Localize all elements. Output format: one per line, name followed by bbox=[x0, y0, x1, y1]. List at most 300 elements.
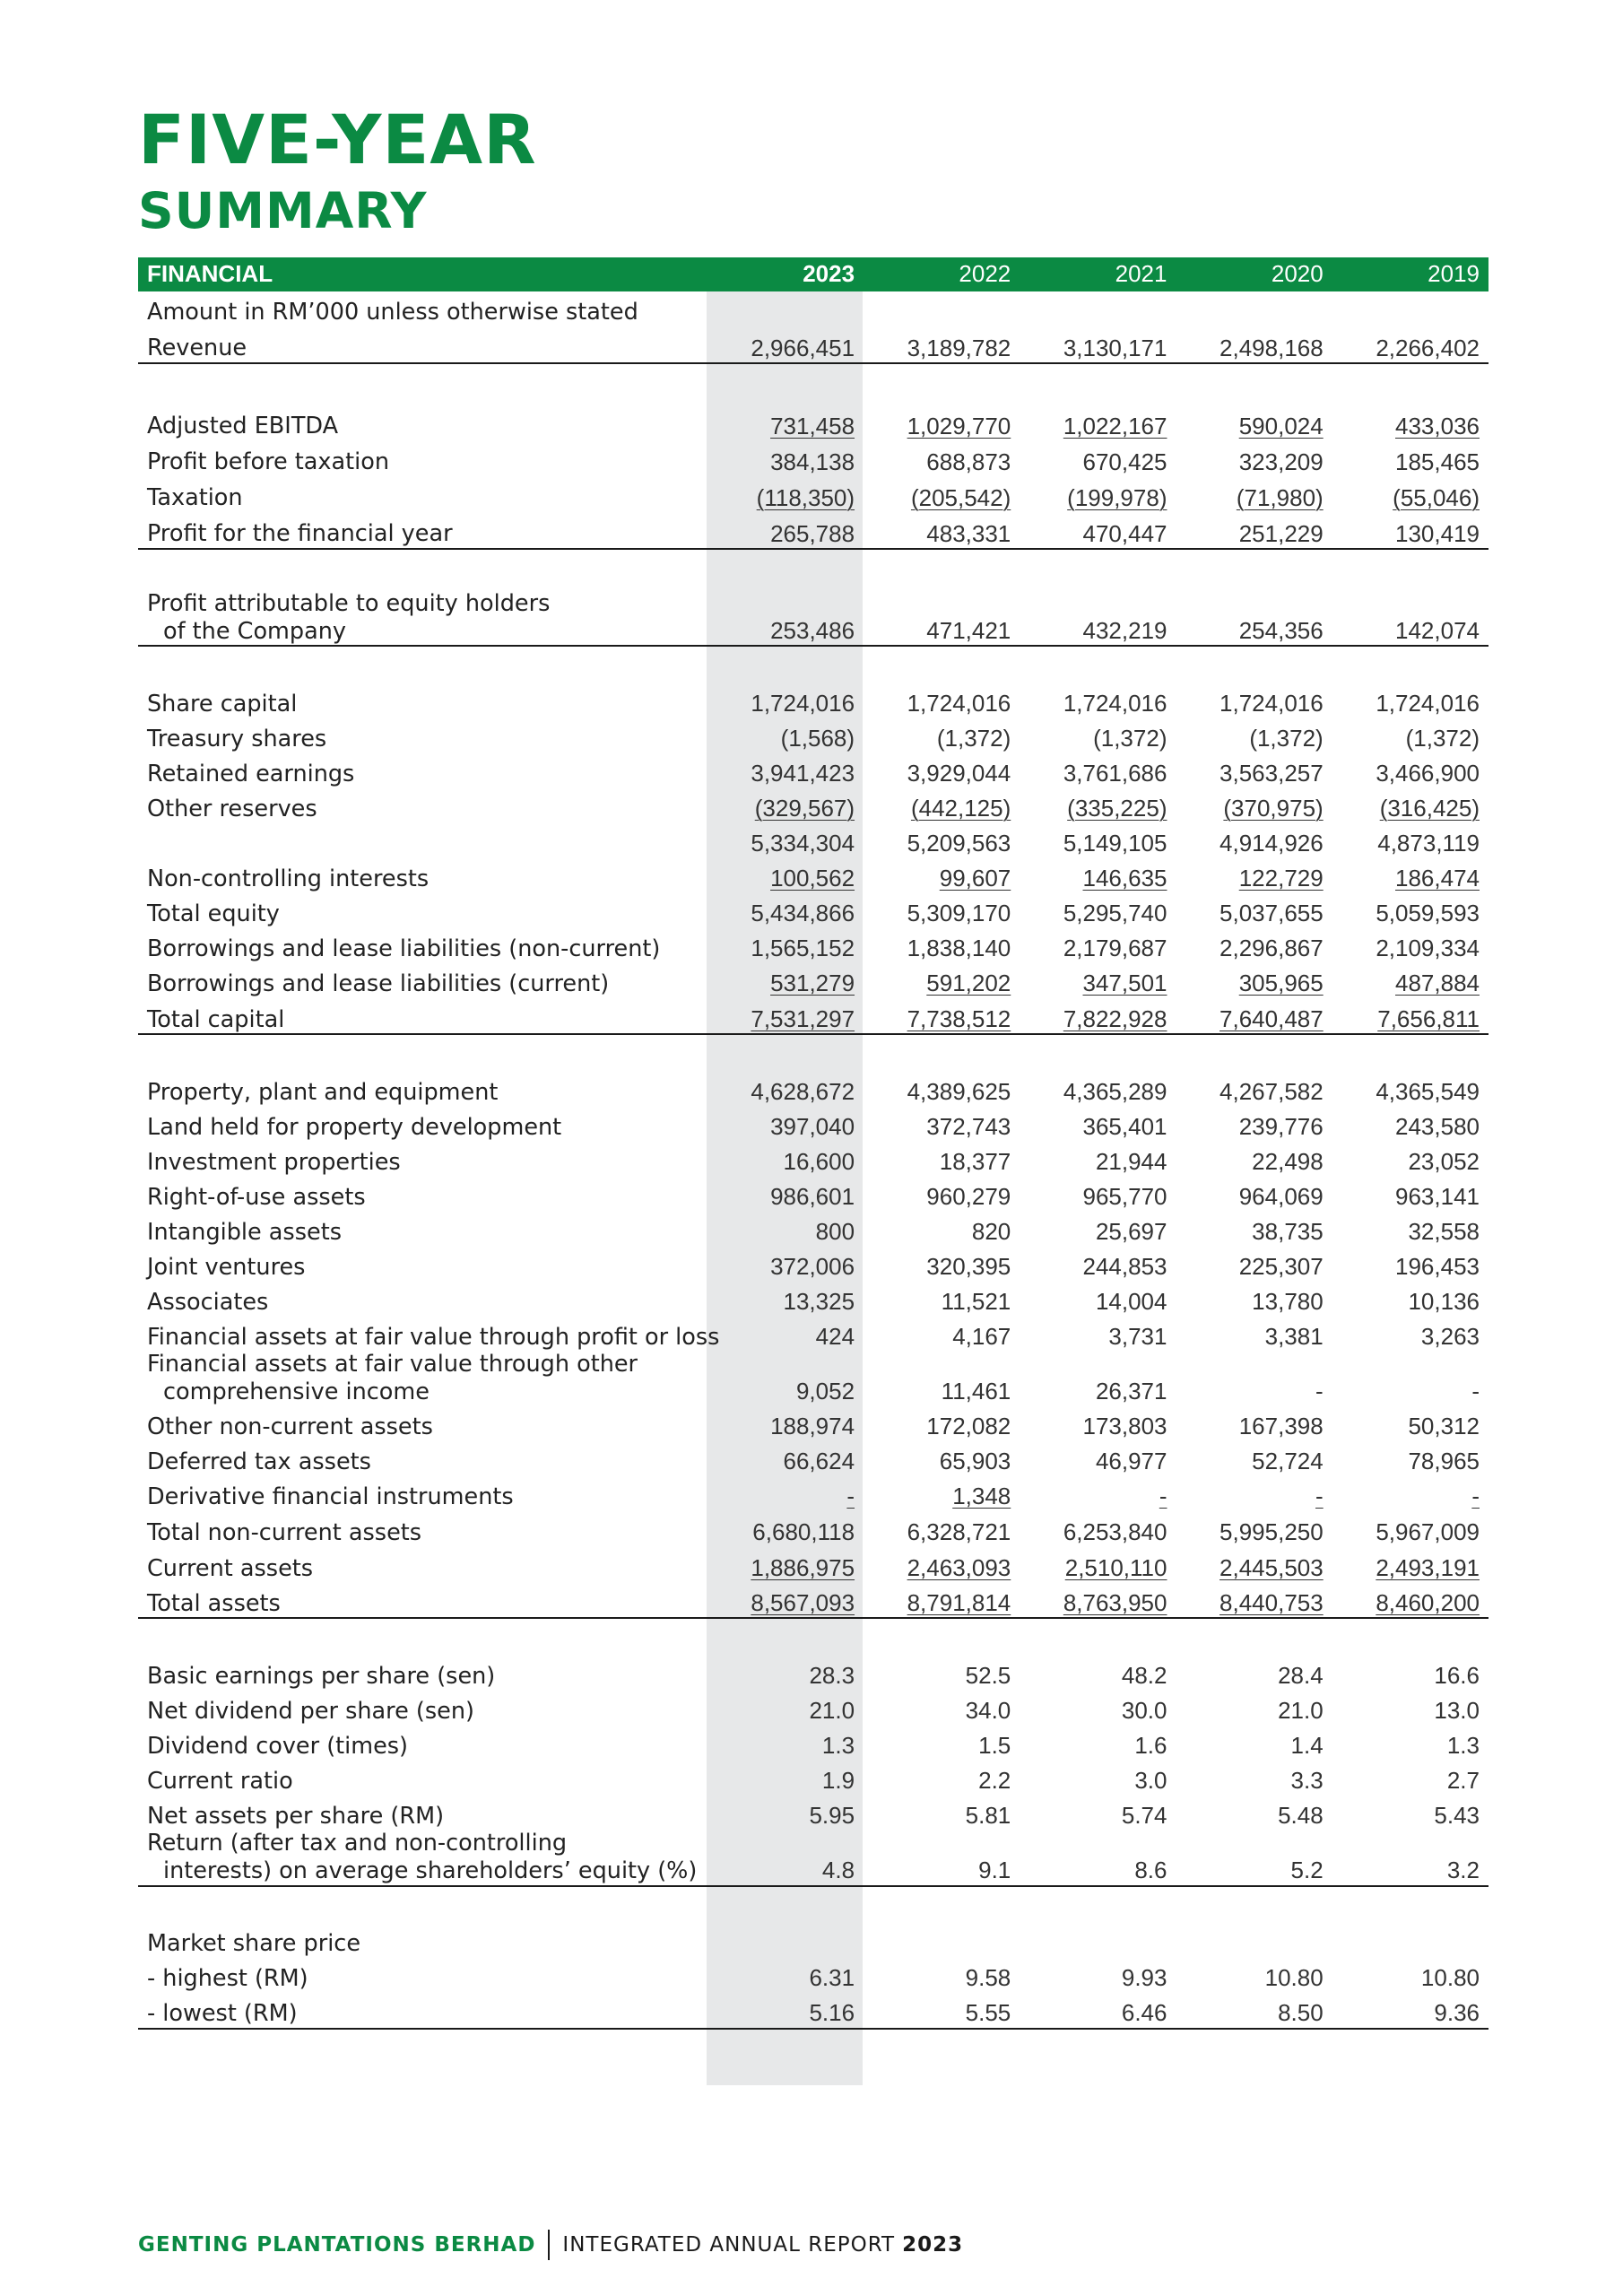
value-cell: 30.0 bbox=[1121, 1697, 1167, 1725]
row-label: Total equity bbox=[147, 900, 280, 927]
year-header: 2022 bbox=[864, 257, 1020, 291]
value-cell: (71,980) bbox=[1236, 483, 1324, 511]
value-cell: 10.80 bbox=[1264, 1964, 1324, 1992]
value-cell: 9.36 bbox=[1332, 1993, 1488, 2029]
footer-report: INTEGRATED ANNUAL REPORT bbox=[562, 2233, 896, 2257]
table-row-invest-prop bbox=[138, 1141, 1488, 1176]
table-row-current-ratio bbox=[138, 1760, 1488, 1795]
spacer-cell bbox=[1176, 1034, 1332, 1071]
value-cell: 21.0 bbox=[1278, 1697, 1324, 1725]
value-cell: 8,763,950 bbox=[1020, 1582, 1176, 1618]
value-cell: 3,381 bbox=[1264, 1323, 1324, 1350]
value-cell: - bbox=[1315, 1483, 1324, 1510]
spacer-cell bbox=[1020, 1034, 1176, 1071]
table-row-borrow-nc bbox=[138, 927, 1488, 962]
value-cell: 5.16 bbox=[707, 1993, 864, 2029]
value-cell: 253,486 bbox=[707, 590, 864, 646]
spacer-cell bbox=[138, 1034, 707, 1071]
spacer-cell bbox=[707, 363, 864, 404]
value-cell: 432,219 bbox=[1020, 590, 1176, 646]
value-cell: (329,567) bbox=[754, 795, 855, 822]
value-cell: 1,724,016 bbox=[907, 690, 1011, 717]
value-cell: 5,434,866 bbox=[751, 900, 855, 926]
value-cell: 185,465 bbox=[1395, 448, 1480, 475]
row-label: Derivative financial instruments bbox=[147, 1483, 514, 1510]
value-cell: 960,279 bbox=[926, 1183, 1011, 1210]
value-cell: - bbox=[846, 1483, 855, 1510]
footer-company: GENTING PLANTATIONS BERHAD bbox=[138, 2233, 536, 2257]
value-cell: 3,263 bbox=[1420, 1323, 1480, 1350]
spacer-cell bbox=[1020, 1618, 1176, 1655]
value-cell: (442,125) bbox=[910, 795, 1011, 822]
row-label-line-2: comprehensive income bbox=[163, 1378, 430, 1405]
spacer-cell bbox=[1332, 363, 1488, 404]
value-cell: 5.48 bbox=[1278, 1802, 1324, 1830]
value-cell: - bbox=[1159, 1483, 1167, 1510]
spacer-cell bbox=[1176, 363, 1332, 404]
value-cell: 26,371 bbox=[1095, 1378, 1167, 1405]
table-row-eps bbox=[138, 1655, 1488, 1690]
value-cell: 8.6 bbox=[1020, 1830, 1176, 1885]
value-cell: 254,356 bbox=[1176, 590, 1332, 646]
value-cell: 3.3 bbox=[1290, 1767, 1324, 1795]
spacer-cell bbox=[707, 549, 864, 590]
table-row-share-capital bbox=[138, 683, 1488, 718]
value-cell: 964,069 bbox=[1238, 1183, 1324, 1210]
value-cell: - bbox=[1471, 1378, 1480, 1405]
row-label: - lowest (RM) bbox=[138, 1993, 707, 2029]
table-row-total-equity bbox=[138, 892, 1488, 927]
table-row-other-nca bbox=[138, 1405, 1488, 1440]
value-cell: (1,568) bbox=[780, 725, 855, 752]
table-row-total-capital bbox=[138, 997, 1488, 1034]
value-cell: 1.3 bbox=[821, 1732, 855, 1760]
value-cell: 5,059,593 bbox=[1376, 900, 1480, 926]
value-cell: 5,209,563 bbox=[907, 830, 1011, 857]
value-cell: 186,474 bbox=[1395, 865, 1480, 891]
value-cell: 4.8 bbox=[707, 1830, 864, 1885]
value-cell: 8,567,093 bbox=[707, 1582, 864, 1618]
row-label: Net assets per share (RM) bbox=[147, 1802, 445, 1830]
row-label: Total non-current assets bbox=[147, 1518, 422, 1546]
value-cell: 483,331 bbox=[864, 512, 1020, 549]
row-label-line-1: Profit attributable to equity holders bbox=[147, 590, 551, 617]
value-cell: 471,421 bbox=[864, 590, 1020, 646]
spacer-row bbox=[138, 646, 1488, 683]
value-cell: 38,735 bbox=[1252, 1218, 1324, 1245]
value-cell: 5,995,250 bbox=[1219, 1518, 1324, 1546]
value-cell: 731,458 bbox=[770, 412, 855, 439]
value-cell: (370,975) bbox=[1223, 795, 1324, 822]
value-cell: 305,965 bbox=[1238, 970, 1324, 996]
value-cell: 1,029,770 bbox=[907, 412, 1011, 439]
value-cell: 66,624 bbox=[783, 1448, 855, 1475]
value-cell: 142,074 bbox=[1332, 590, 1488, 646]
value-cell: 65,903 bbox=[939, 1448, 1011, 1475]
spacer-cell bbox=[1332, 1618, 1488, 1655]
value-cell: 591,202 bbox=[926, 970, 1011, 996]
value-cell: 6.31 bbox=[809, 1964, 855, 1992]
table-row-land bbox=[138, 1106, 1488, 1141]
spacer-cell bbox=[138, 1886, 707, 1923]
row-label: Deferred tax assets bbox=[147, 1448, 371, 1475]
row-label: Adjusted EBITDA bbox=[147, 413, 339, 440]
five-year-summary-table-wrapper bbox=[138, 257, 1488, 2030]
row-label: - highest (RM) bbox=[147, 1964, 308, 1992]
value-cell: (1,372) bbox=[936, 725, 1011, 752]
page-footer bbox=[138, 2230, 963, 2260]
value-cell: 5.43 bbox=[1434, 1802, 1480, 1830]
spacer-cell bbox=[864, 363, 1020, 404]
title-line-1: FIVE-YEAR bbox=[138, 100, 537, 179]
value-cell: 5.55 bbox=[864, 1993, 1020, 2029]
value-cell: 6,253,840 bbox=[1063, 1518, 1167, 1546]
table-row-lowest bbox=[138, 1993, 1488, 2029]
spacer-cell bbox=[864, 1886, 1020, 1923]
value-cell: 225,307 bbox=[1238, 1253, 1324, 1280]
value-cell: 32,558 bbox=[1408, 1218, 1480, 1245]
value-cell: 1,565,152 bbox=[751, 935, 855, 961]
value-cell bbox=[1020, 1923, 1176, 1958]
value-cell: 5,295,740 bbox=[1063, 900, 1167, 926]
row-label: Right-of-use assets bbox=[147, 1183, 366, 1211]
spacer-cell bbox=[1332, 646, 1488, 683]
spacer-row bbox=[138, 1886, 1488, 1923]
value-cell: 424 bbox=[815, 1323, 855, 1350]
value-cell: 1.4 bbox=[1290, 1732, 1324, 1760]
value-cell: 13,780 bbox=[1252, 1288, 1324, 1315]
spacer-cell bbox=[138, 1618, 707, 1655]
table-row-profit-year bbox=[138, 512, 1488, 549]
value-cell: (55,046) bbox=[1393, 483, 1480, 511]
value-cell bbox=[1176, 1923, 1332, 1958]
value-cell: 9,052 bbox=[795, 1378, 855, 1405]
row-label: Taxation bbox=[147, 484, 243, 512]
value-cell: 397,040 bbox=[770, 1113, 855, 1140]
value-cell: 1.6 bbox=[1134, 1732, 1167, 1760]
value-cell bbox=[1332, 1923, 1488, 1958]
value-cell: 6,680,118 bbox=[752, 1518, 855, 1546]
value-cell: 130,419 bbox=[1332, 512, 1488, 549]
section-header: FINANCIAL bbox=[138, 257, 707, 291]
table-row-taxation bbox=[138, 476, 1488, 512]
value-cell: 2,266,402 bbox=[1332, 326, 1488, 363]
year-header: 2021 bbox=[1020, 257, 1176, 291]
spacer-cell bbox=[707, 1886, 864, 1923]
table-row-profit-attrib bbox=[138, 590, 1488, 646]
value-cell: 9.93 bbox=[1121, 1964, 1167, 1992]
value-cell: 384,138 bbox=[770, 448, 855, 475]
row-label: Basic earnings per share (sen) bbox=[147, 1662, 496, 1690]
value-cell: 2,445,503 bbox=[1219, 1554, 1324, 1582]
value-cell: 5,149,105 bbox=[1063, 830, 1167, 857]
spacer-cell bbox=[864, 1618, 1020, 1655]
row-label: Associates bbox=[147, 1288, 269, 1316]
row-label: Borrowings and lease liabilities (current) bbox=[147, 970, 610, 997]
value-cell: 1,724,016 bbox=[1063, 690, 1167, 717]
row-label: Net dividend per share (sen) bbox=[147, 1697, 474, 1725]
value-cell: 323,209 bbox=[1238, 448, 1324, 475]
value-cell: 3.0 bbox=[1134, 1767, 1167, 1795]
value-cell: 820 bbox=[971, 1218, 1011, 1245]
spacer-cell bbox=[1176, 549, 1332, 590]
value-cell: 10.80 bbox=[1420, 1964, 1480, 1992]
value-cell: 2,463,093 bbox=[907, 1554, 1011, 1582]
row-label: Share capital bbox=[147, 690, 298, 718]
row-label bbox=[138, 1830, 707, 1885]
value-cell: 3,466,900 bbox=[1376, 760, 1480, 787]
table-row-roe bbox=[138, 1830, 1488, 1885]
row-label: Profit for the financial year bbox=[138, 512, 707, 549]
value-cell: 99,607 bbox=[939, 865, 1011, 891]
value-cell: 365,401 bbox=[1082, 1113, 1167, 1140]
row-label: Total assets bbox=[138, 1582, 707, 1618]
spacer-row bbox=[138, 1618, 1488, 1655]
table-row-highest bbox=[138, 1958, 1488, 1993]
spacer-cell bbox=[1176, 1618, 1332, 1655]
table-header-row bbox=[138, 257, 1488, 291]
value-cell: 7,656,811 bbox=[1332, 997, 1488, 1034]
spacer-row bbox=[138, 1034, 1488, 1071]
row-label-line-1: Return (after tax and non-controlling bbox=[147, 1830, 568, 1857]
spacer-cell bbox=[864, 646, 1020, 683]
value-cell: 6,328,721 bbox=[907, 1518, 1011, 1546]
value-cell: 251,229 bbox=[1176, 512, 1332, 549]
row-label bbox=[138, 590, 707, 646]
value-cell: 4,365,549 bbox=[1376, 1078, 1480, 1105]
value-cell: 4,167 bbox=[952, 1323, 1011, 1350]
table-row-treasury bbox=[138, 718, 1488, 752]
table-row-subtotal-equity bbox=[138, 822, 1488, 857]
value-cell: 688,873 bbox=[926, 448, 1011, 475]
value-cell: 1,724,016 bbox=[1376, 690, 1480, 717]
value-cell: 28.3 bbox=[809, 1662, 855, 1690]
table-row-ppe bbox=[138, 1071, 1488, 1106]
row-label: Dividend cover (times) bbox=[147, 1732, 409, 1760]
row-label-line-2: of the Company bbox=[163, 617, 346, 645]
value-cell: 188,974 bbox=[770, 1413, 855, 1440]
spacer-cell bbox=[864, 549, 1020, 590]
table-row-retained bbox=[138, 752, 1488, 787]
value-cell: 433,036 bbox=[1395, 412, 1480, 439]
spacer-cell bbox=[1176, 646, 1332, 683]
value-cell: 167,398 bbox=[1238, 1413, 1324, 1440]
value-cell: 50,312 bbox=[1408, 1413, 1480, 1440]
value-cell: 100,562 bbox=[770, 865, 855, 891]
year-header: 2019 bbox=[1332, 257, 1488, 291]
value-cell: (205,542) bbox=[910, 483, 1011, 511]
value-cell: 21.0 bbox=[809, 1697, 855, 1725]
value-cell: 1,724,016 bbox=[1219, 690, 1324, 717]
spacer-cell bbox=[1020, 363, 1176, 404]
value-cell: 18,377 bbox=[939, 1148, 1011, 1175]
value-cell: 11,521 bbox=[941, 1288, 1011, 1315]
value-cell: 16.6 bbox=[1434, 1662, 1480, 1690]
spacer-cell bbox=[1332, 1034, 1488, 1071]
value-cell: 4,628,672 bbox=[751, 1078, 855, 1105]
value-cell: 670,425 bbox=[1082, 448, 1167, 475]
value-cell: 5.2 bbox=[1176, 1830, 1332, 1885]
row-label: Other non-current assets bbox=[147, 1413, 433, 1440]
table-row-div-cover bbox=[138, 1725, 1488, 1760]
row-label: Total capital bbox=[138, 997, 707, 1034]
value-cell: 9.1 bbox=[864, 1830, 1020, 1885]
table-row-derivative bbox=[138, 1475, 1488, 1510]
table-row-dta bbox=[138, 1440, 1488, 1475]
value-cell: 2,109,334 bbox=[1376, 935, 1480, 961]
value-cell: 23,052 bbox=[1408, 1148, 1480, 1175]
title-line-2: SUMMARY bbox=[138, 182, 428, 239]
table-row-borrow-c bbox=[138, 962, 1488, 997]
value-cell: 3.2 bbox=[1332, 1830, 1488, 1885]
value-cell: 8,440,753 bbox=[1176, 1582, 1332, 1618]
year-header: 2023 bbox=[707, 257, 864, 291]
table-row-dps bbox=[138, 1690, 1488, 1725]
table-row-other-reserves bbox=[138, 787, 1488, 822]
value-cell: 800 bbox=[815, 1218, 855, 1245]
value-cell: 1,348 bbox=[952, 1483, 1011, 1510]
value-cell: 22,498 bbox=[1252, 1148, 1324, 1175]
value-cell: 531,279 bbox=[770, 970, 855, 996]
value-cell: 1.9 bbox=[821, 1767, 855, 1795]
value-cell: 590,024 bbox=[1238, 412, 1324, 439]
row-label: Profit before taxation bbox=[147, 448, 389, 476]
spacer-cell bbox=[1332, 549, 1488, 590]
value-cell: 2,296,867 bbox=[1219, 935, 1324, 961]
table-row-revenue bbox=[138, 326, 1488, 363]
value-cell: 172,082 bbox=[926, 1413, 1011, 1440]
value-cell bbox=[707, 1923, 864, 1958]
footer-year: 2023 bbox=[902, 2233, 964, 2257]
value-cell: 2,498,168 bbox=[1176, 326, 1332, 363]
value-cell: 8,791,814 bbox=[864, 1582, 1020, 1618]
spacer-cell bbox=[707, 646, 864, 683]
value-cell: 21,944 bbox=[1095, 1148, 1167, 1175]
value-cell: 1,724,016 bbox=[751, 690, 855, 717]
table-row-associates bbox=[138, 1281, 1488, 1316]
value-cell: 7,822,928 bbox=[1020, 997, 1176, 1034]
spacer-row bbox=[138, 549, 1488, 590]
five-year-summary-table bbox=[138, 257, 1488, 2030]
value-cell: 5.95 bbox=[809, 1802, 855, 1830]
value-cell: 4,267,582 bbox=[1219, 1078, 1324, 1105]
spacer-cell bbox=[138, 646, 707, 683]
row-label: Other reserves bbox=[147, 795, 317, 822]
value-cell: 265,788 bbox=[707, 512, 864, 549]
value-cell: 48.2 bbox=[1121, 1662, 1167, 1690]
row-label: Revenue bbox=[138, 326, 707, 363]
spacer-cell bbox=[1020, 549, 1176, 590]
value-cell: 5,967,009 bbox=[1376, 1518, 1480, 1546]
table-row-nci bbox=[138, 857, 1488, 892]
value-cell: 3,130,171 bbox=[1020, 326, 1176, 363]
value-cell: 470,447 bbox=[1020, 512, 1176, 549]
value-cell: 243,580 bbox=[1395, 1113, 1480, 1140]
row-label: Retained earnings bbox=[147, 760, 355, 787]
value-cell: 239,776 bbox=[1238, 1113, 1324, 1140]
value-cell: 7,531,297 bbox=[707, 997, 864, 1034]
table-row-profit-before-tax bbox=[138, 440, 1488, 476]
spacer-cell bbox=[138, 363, 707, 404]
page-title bbox=[138, 100, 537, 239]
value-cell: 372,743 bbox=[926, 1113, 1011, 1140]
value-cell: 4,389,625 bbox=[907, 1078, 1011, 1105]
value-cell: (118,350) bbox=[756, 483, 855, 511]
units-note: Amount in RM’000 unless otherwise stated bbox=[147, 299, 638, 326]
value-cell: 34.0 bbox=[965, 1697, 1011, 1725]
value-cell: 2.7 bbox=[1446, 1767, 1480, 1795]
value-cell: 4,365,289 bbox=[1063, 1078, 1167, 1105]
value-cell: - bbox=[1315, 1378, 1324, 1405]
value-cell: 46,977 bbox=[1095, 1448, 1167, 1475]
value-cell: 3,731 bbox=[1108, 1323, 1167, 1350]
table-row-rou bbox=[138, 1176, 1488, 1211]
value-cell: 6.46 bbox=[1020, 1993, 1176, 2029]
table-row-total-assets bbox=[138, 1582, 1488, 1618]
value-cell: 2.2 bbox=[978, 1767, 1011, 1795]
value-cell: 4,914,926 bbox=[1219, 830, 1324, 857]
row-label: Joint ventures bbox=[147, 1253, 306, 1281]
spacer-cell bbox=[707, 1618, 864, 1655]
value-cell: 78,965 bbox=[1408, 1448, 1480, 1475]
value-cell: 14,004 bbox=[1095, 1288, 1167, 1315]
table-row-jv bbox=[138, 1246, 1488, 1281]
value-cell: 10,136 bbox=[1408, 1288, 1480, 1315]
row-label: Non-controlling interests bbox=[147, 865, 430, 892]
value-cell: 963,141 bbox=[1395, 1183, 1480, 1210]
value-cell: 5,334,304 bbox=[751, 830, 855, 857]
value-cell: (316,425) bbox=[1379, 795, 1480, 822]
row-label bbox=[138, 1351, 707, 1405]
spacer-cell bbox=[707, 1034, 864, 1071]
value-cell: 16,600 bbox=[783, 1148, 855, 1175]
table-row-total-nca bbox=[138, 1510, 1488, 1546]
row-label: Intangible assets bbox=[147, 1218, 342, 1246]
table-row-fvoci bbox=[138, 1351, 1488, 1405]
spacer-cell bbox=[1020, 646, 1176, 683]
value-cell: 372,006 bbox=[770, 1253, 855, 1280]
value-cell: (335,225) bbox=[1067, 795, 1167, 822]
value-cell: 1.5 bbox=[978, 1732, 1011, 1760]
row-label: Current ratio bbox=[147, 1767, 293, 1795]
value-cell: 196,453 bbox=[1395, 1253, 1480, 1280]
value-cell: 1,022,167 bbox=[1063, 412, 1167, 439]
row-label: Market share price bbox=[147, 1929, 361, 1957]
spacer-cell bbox=[1332, 1886, 1488, 1923]
value-cell: 1.3 bbox=[1446, 1732, 1480, 1760]
row-label: Borrowings and lease liabilities (non-current) bbox=[147, 935, 661, 962]
value-cell: 173,803 bbox=[1082, 1413, 1167, 1440]
value-cell: 28.4 bbox=[1278, 1662, 1324, 1690]
year-header: 2020 bbox=[1176, 257, 1332, 291]
value-cell: 8,460,200 bbox=[1332, 1582, 1488, 1618]
table-row-market-price bbox=[138, 1923, 1488, 1958]
value-cell: 7,640,487 bbox=[1176, 997, 1332, 1034]
value-cell: 5.74 bbox=[1121, 1802, 1167, 1830]
value-cell: 25,697 bbox=[1095, 1218, 1167, 1245]
value-cell: 3,761,686 bbox=[1063, 760, 1167, 787]
spacer-cell bbox=[864, 1034, 1020, 1071]
value-cell: 52.5 bbox=[965, 1662, 1011, 1690]
value-cell: 1,838,140 bbox=[907, 935, 1011, 961]
row-label: Current assets bbox=[147, 1554, 314, 1582]
value-cell: 8.50 bbox=[1176, 1993, 1332, 2029]
value-cell: 1,886,975 bbox=[751, 1554, 855, 1582]
row-label: Investment properties bbox=[147, 1148, 401, 1176]
value-cell: 347,501 bbox=[1082, 970, 1167, 996]
row-label-line-2: interests) on average shareholders’ equity (%) bbox=[163, 1857, 698, 1884]
value-cell: 2,510,110 bbox=[1064, 1554, 1167, 1582]
